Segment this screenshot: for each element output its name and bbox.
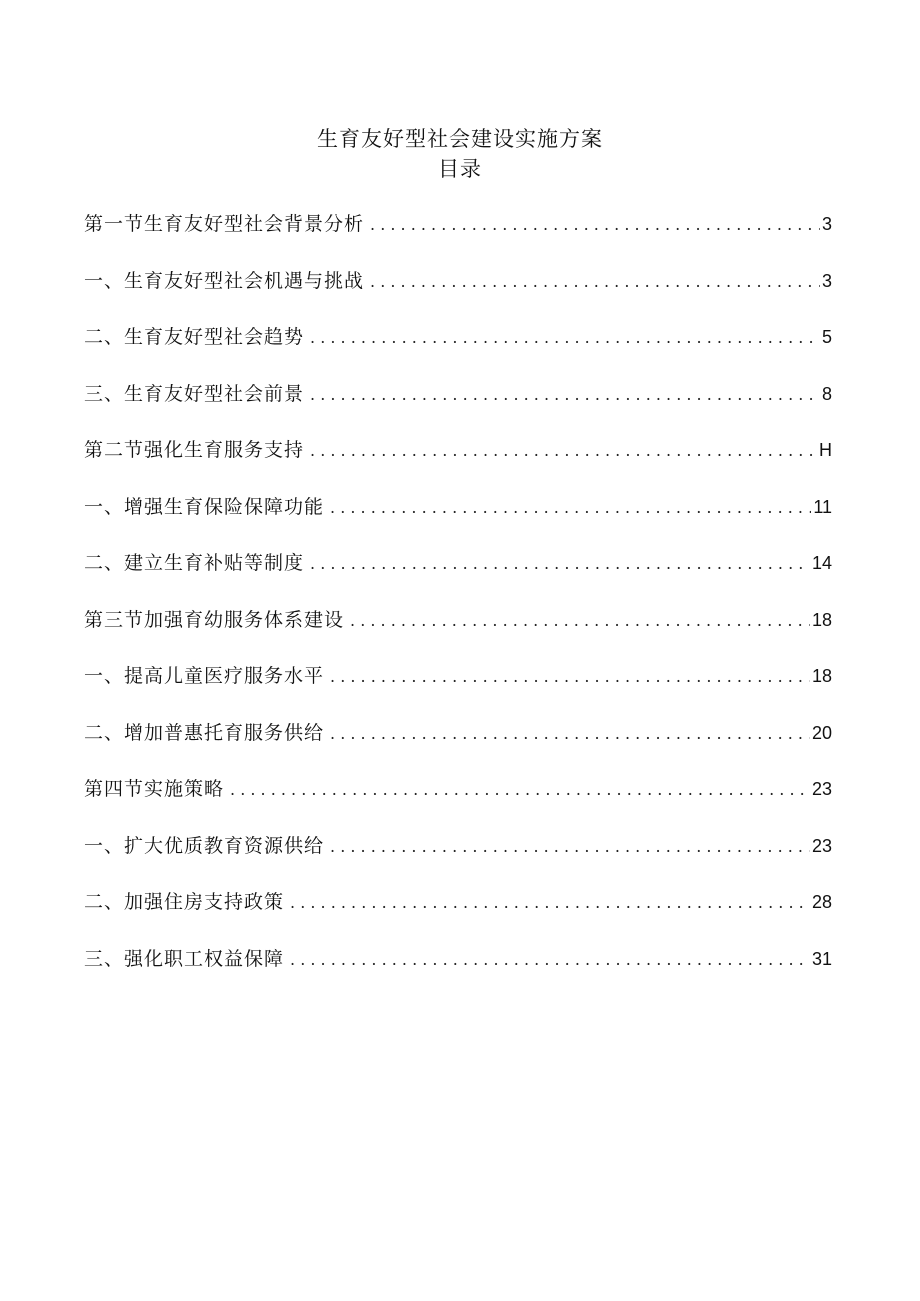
- toc-dot-leader: [350, 603, 810, 639]
- document-title: 生育友好型社会建设实施方案: [317, 127, 603, 151]
- toc-dot-leader: [370, 207, 820, 243]
- toc-entry-label: 二、增加普惠托育服务供给: [84, 721, 325, 744]
- toc-entry[interactable]: [84, 941, 832, 998]
- toc-entry-page: 14: [811, 553, 832, 573]
- toc-entry-page: 3: [821, 270, 832, 291]
- toc-dot-leader: [310, 546, 810, 582]
- toc-dot-leader: [230, 772, 810, 808]
- toc-entry[interactable]: [84, 771, 832, 828]
- toc-entry[interactable]: [84, 432, 832, 489]
- toc-entry[interactable]: [84, 489, 832, 546]
- toc-entry-page: 31: [811, 948, 832, 969]
- toc-entry[interactable]: [84, 715, 832, 772]
- toc-dot-leader: [290, 942, 810, 978]
- toc-entry-label: 一、增强生育保险保障功能: [84, 495, 325, 518]
- toc-entry[interactable]: [84, 319, 832, 376]
- toc-entry[interactable]: [84, 206, 832, 263]
- toc-entry-label: 二、建立生育补贴等制度: [84, 552, 305, 574]
- toc-dot-leader: [330, 490, 811, 526]
- toc-entry-label: 一、提高儿童医疗服务水平: [84, 665, 325, 687]
- toc-entry-page: 11: [813, 496, 832, 517]
- toc-entry-label: 三、生育友好型社会前景: [84, 382, 305, 405]
- toc-dot-leader: [330, 659, 810, 695]
- toc-entry-label: 二、加强住房支持政策: [84, 891, 285, 913]
- toc-dot-leader: [310, 377, 820, 413]
- toc-dot-leader: [330, 829, 810, 865]
- toc-entry-label: 二、生育友好型社会趋势: [84, 326, 305, 348]
- toc-dot-leader: [310, 433, 817, 469]
- toc-entry[interactable]: [84, 376, 832, 433]
- toc-heading: 目录: [438, 157, 482, 181]
- toc-entry-label: 一、扩大优质教育资源供给: [84, 834, 325, 857]
- toc-dot-leader: [310, 320, 820, 356]
- toc-dot-leader: [370, 264, 820, 300]
- toc-entry[interactable]: [84, 263, 832, 320]
- toc-entry-page: 23: [811, 835, 832, 856]
- toc-entry-label: 第三节加强育幼服务体系建设: [84, 608, 345, 631]
- toc-entry[interactable]: [84, 602, 832, 659]
- toc-entry[interactable]: [84, 545, 832, 602]
- toc-entry-label: 一、生育友好型社会机遇与挑战: [84, 269, 365, 292]
- toc-entry-page: 5: [821, 327, 832, 347]
- toc-entry[interactable]: [84, 828, 832, 885]
- toc-entry-page: 18: [811, 666, 832, 686]
- toc-entry-page: H: [819, 440, 832, 460]
- toc-entry-page: 8: [821, 383, 832, 404]
- table-of-contents: [84, 206, 832, 997]
- toc-entry-label: 三、强化职工权益保障: [84, 947, 285, 970]
- toc-entry-page: 23: [811, 779, 832, 799]
- toc-entry-page: 3: [821, 214, 832, 234]
- toc-dot-leader: [330, 716, 810, 752]
- toc-entry-page: 18: [811, 609, 832, 630]
- toc-entry[interactable]: [84, 884, 832, 941]
- toc-entry-label: 第一节生育友好型社会背景分析: [84, 213, 365, 235]
- toc-entry-label: 第二节强化生育服务支持: [84, 439, 305, 461]
- toc-entry-page: 28: [811, 892, 832, 912]
- toc-entry-label: 第四节实施策略: [84, 778, 225, 800]
- toc-entry[interactable]: [84, 658, 832, 715]
- toc-dot-leader: [290, 885, 810, 921]
- toc-entry-page: 20: [811, 722, 832, 743]
